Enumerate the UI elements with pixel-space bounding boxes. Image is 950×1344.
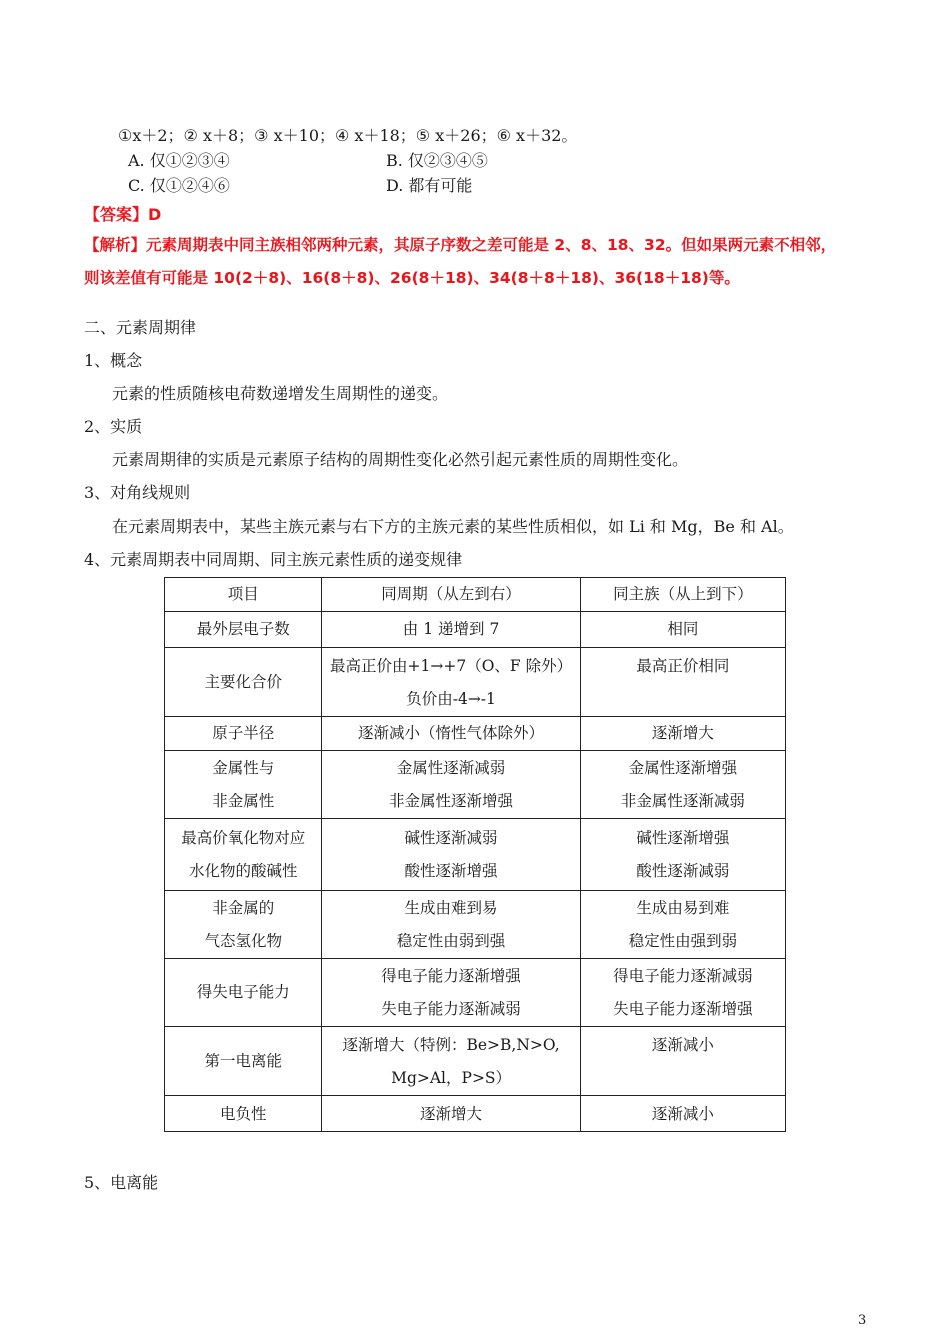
cell-line: 原子半径 [212, 724, 275, 742]
cell-line: 逐渐增大（特例：Be>B,N>O, [342, 1036, 560, 1054]
cell-item [165, 959, 322, 1027]
cell-line: 非金属性逐渐增强 [389, 791, 514, 810]
section-title: 二、元素周期律 [84, 318, 197, 337]
heading-trends: 4、元素周期表中同周期、同主族元素性质的递变规律 [84, 550, 463, 569]
cell-item [165, 717, 322, 751]
table-row [165, 717, 786, 751]
cell-line: 逐渐增大 [420, 1105, 483, 1123]
page-number: 3 [858, 1313, 867, 1328]
cell-period [322, 1027, 580, 1096]
cell-line: 电负性 [219, 1105, 267, 1123]
cell-group [580, 891, 785, 959]
cell-group [580, 612, 785, 648]
cell-group [580, 1027, 785, 1096]
cell-line: 相同 [667, 620, 699, 638]
cell-group [580, 717, 785, 751]
option-a: A. 仅①②③④ [128, 151, 230, 170]
table-row [165, 891, 786, 959]
options-line: ①x＋2；② x＋8；③ x＋10；④ x＋18；⑤ x＋26；⑥ x＋32。 [118, 126, 578, 145]
cell-group [580, 751, 785, 819]
cell-line: 金属性逐渐增强 [628, 758, 738, 777]
cell-period [322, 612, 580, 648]
cell-item [165, 612, 322, 648]
analysis-text-1: 元素周期表中同主族相邻两种元素，其原子序数之差可能是 2、8、18、32。但如果两元素不相邻， [146, 236, 837, 254]
cell-line: 第一电离能 [204, 1051, 282, 1070]
cell-line: 非金属性 [212, 791, 275, 810]
periodic-trends-table [164, 577, 786, 1132]
cell-line: 最高价氧化物对应 [181, 828, 306, 847]
cell-line: 酸性逐渐减弱 [636, 861, 730, 880]
cell-group [580, 819, 785, 891]
header-group: 同主族（从上到下） [580, 578, 785, 612]
cell-line: 水化物的酸碱性 [188, 861, 298, 880]
cell-line: 金属性与 [212, 758, 275, 777]
cell-line: 碱性逐渐减弱 [404, 828, 498, 847]
cell-item [165, 1027, 322, 1096]
cell-line: 主要化合价 [204, 672, 282, 691]
heading-diagonal-rule: 3、对角线规则 [84, 483, 191, 502]
option-b: B. 仅②③④⑤ [386, 151, 488, 170]
cell-line: 碱性逐渐增强 [636, 828, 730, 847]
cell-line: 气态氢化物 [204, 931, 282, 950]
cell-line: 逐渐减小 [651, 1036, 714, 1054]
cell-line: 得电子能力逐渐减弱 [613, 966, 753, 985]
cell-line: 最高正价相同 [636, 657, 730, 675]
answer-line [84, 202, 161, 225]
cell-period [322, 819, 580, 891]
cell-line: 稳定性由强到弱 [628, 931, 738, 950]
cell-line: 得电子能力逐渐增强 [381, 966, 521, 985]
cell-line: 金属性逐渐减弱 [396, 758, 506, 777]
cell-period [322, 717, 580, 751]
cell-line: 逐渐增大 [651, 724, 714, 742]
cell-line: 最高正价由+1→+7（O、F 除外） [330, 657, 573, 675]
paragraph-concept: 元素的性质随核电荷数递增发生周期性的递变。 [112, 384, 449, 403]
cell-line: 逐渐减小 [651, 1105, 714, 1123]
cell-period [322, 1096, 580, 1132]
cell-group [580, 648, 785, 717]
cell-period [322, 751, 580, 819]
cell-line: 生成由难到易 [404, 898, 498, 917]
table-row [165, 612, 786, 648]
cell-line: 酸性逐渐增强 [404, 861, 498, 880]
cell-period [322, 891, 580, 959]
table-row [165, 751, 786, 819]
cell-item [165, 1096, 322, 1132]
heading-essence: 2、实质 [84, 417, 143, 436]
table-row [165, 648, 786, 717]
paragraph-essence: 元素周期律的实质是元素原子结构的周期性变化必然引起元素性质的周期性变化。 [112, 450, 689, 469]
cell-line: 得失电子能力 [196, 983, 290, 1001]
cell-period [322, 648, 580, 717]
cell-item [165, 819, 322, 891]
cell-line: 非金属性逐渐减弱 [620, 791, 745, 810]
analysis-line-2: 则该差值有可能是 10(2＋8)、16(8＋8)、26(8＋18)、34(8＋8＋18)、36(18＋18)等。 [84, 269, 740, 287]
heading-ionization-energy: 5、电离能 [84, 1173, 159, 1192]
header-item: 项目 [165, 578, 322, 612]
heading-concept: 1、概念 [84, 351, 143, 370]
cell-line: Mg>Al，P>S） [391, 1069, 512, 1087]
option-d: D. 都有可能 [386, 176, 473, 195]
answer-tag: 【答案】 [84, 205, 149, 224]
table-row [165, 1027, 786, 1096]
table-row [165, 959, 786, 1027]
option-c: C. 仅①②④⑥ [128, 176, 230, 195]
table-row [165, 1096, 786, 1132]
header-period: 同周期（从左到右） [322, 578, 580, 612]
cell-line: 由 1 递增到 7 [402, 620, 500, 638]
cell-line: 失电子能力逐渐减弱 [381, 999, 521, 1018]
table-row [165, 819, 786, 891]
cell-group [580, 959, 785, 1027]
cell-line: 逐渐减小（惰性气体除外） [358, 724, 545, 742]
answer-value: D [148, 205, 162, 224]
cell-line: 生成由易到难 [636, 898, 730, 917]
cell-line: 最外层电子数 [196, 620, 290, 638]
paragraph-diagonal-rule: 在元素周期表中，某些主族元素与右下方的主族元素的某些性质相似，如 Li 和 Mg，Be 和 Al。 [112, 517, 794, 536]
analysis-line-1 [84, 233, 836, 255]
cell-line: 稳定性由弱到强 [396, 931, 506, 950]
cell-item [165, 751, 322, 819]
cell-line: 负价由-4→-1 [406, 690, 496, 708]
table-header-row [165, 578, 786, 612]
cell-item [165, 648, 322, 717]
cell-item [165, 891, 322, 959]
cell-period [322, 959, 580, 1027]
cell-line: 失电子能力逐渐增强 [613, 999, 753, 1018]
analysis-tag: 【解析】 [84, 236, 147, 254]
cell-line: 非金属的 [212, 898, 275, 917]
cell-group [580, 1096, 785, 1132]
